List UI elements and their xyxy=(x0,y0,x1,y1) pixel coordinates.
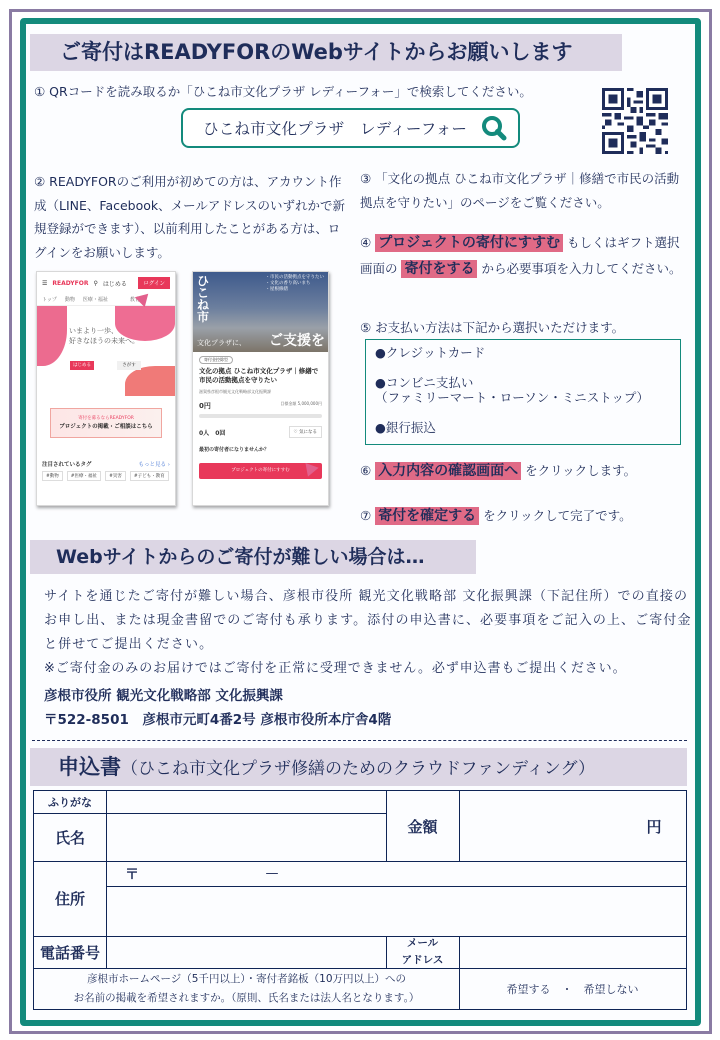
divider xyxy=(106,886,686,887)
email-label xyxy=(386,936,459,968)
project-title: 文化の拠点 ひこね市文化プラザ｜修繕で市民の活動拠点を守りたい xyxy=(199,367,319,384)
search-keyword-box xyxy=(181,108,520,148)
tag-chip: #医療・福祉 xyxy=(67,471,101,481)
hero-bullet: ・屋根修繕 xyxy=(265,287,288,292)
project-stats xyxy=(199,426,322,438)
alt-section-paragraph: サイトを通じたご寄付が難しい場合、彦根市役所 観光文化戦略部 文化振興課（下記住所）での直接のお申し出、または現金書留でのご寄付も承ります。添付の申込書に、必要事項をご記入の上、ご寄付金と併せてご提出ください。 xyxy=(44,589,692,652)
hero-search-button: さがす xyxy=(117,361,141,370)
step-7-suffix: をクリックして完了です。 xyxy=(479,508,632,523)
menu-icon: ☰ xyxy=(42,279,48,287)
amount-field[interactable] xyxy=(461,792,631,860)
search-icon: ⚲ xyxy=(93,279,98,287)
nav-medical: 医療・福祉 xyxy=(82,297,108,303)
search-icon xyxy=(480,114,508,142)
name-label: 氏名 xyxy=(54,828,85,847)
alt-section-body xyxy=(44,585,694,681)
publication-consent-question xyxy=(34,968,459,1009)
project-org: 滋賀県彦根市観光文化戦略部文化振興課 xyxy=(199,389,271,394)
hero-big-caption: ご支援を xyxy=(269,333,325,349)
page-title: ご寄付はREADYFORのWebサイトからお願いします xyxy=(30,34,622,71)
form-subtitle: （ひこね市文化プラザ修繕のためのクラウドファンディング） xyxy=(121,759,595,779)
decor-blob xyxy=(36,306,67,366)
divider xyxy=(459,791,460,861)
publication-consent-choice[interactable]: 希望する ・ 希望しない xyxy=(506,982,639,996)
name-field[interactable] xyxy=(108,815,384,860)
qr-code-icon[interactable] xyxy=(602,88,668,154)
login-button: ログイン xyxy=(138,277,170,289)
email-label-line2: アドレス xyxy=(401,954,444,966)
yen-label: 円 xyxy=(646,817,662,836)
application-form xyxy=(33,790,687,1010)
nav-education: 教育 xyxy=(129,297,140,303)
step-1-text: ① QRコードを読み取るか「ひこね市文化プラザ レディーフォー」で検索してください。 xyxy=(34,84,532,99)
step-6-prefix: ⑥ xyxy=(360,463,376,478)
proceed-donation-button: プロジェクトの寄付にすすむ xyxy=(199,463,322,479)
tags-header xyxy=(42,460,170,468)
payment-convenience-store-detail: （ファミリーマート・ローソン・ミニストップ） xyxy=(375,390,650,405)
progress-bar xyxy=(199,414,322,418)
step-4-prefix: ④ xyxy=(360,235,376,250)
supporters-count: 0人 xyxy=(199,429,210,437)
payment-methods-box xyxy=(365,339,681,445)
banner-line1: 寄付を募るならREADYFOR xyxy=(78,416,134,421)
alt-section-note: ※ご寄付金のみのお届けではご寄付を正常に受理できません。必ず申込書もご提出ください。 xyxy=(44,661,627,676)
highlight-donate: 寄付をする xyxy=(401,260,477,278)
favorite-button: ♡ 気になる xyxy=(289,426,322,438)
phone-header xyxy=(37,272,175,294)
step-4-suffix: から必要事項を入力してください。 xyxy=(477,261,682,276)
highlight-proceed-donation: プロジェクトの寄付にすすむ xyxy=(375,234,563,252)
form-title: 申込書 xyxy=(58,755,121,779)
nav-animals: 動物 xyxy=(64,297,75,303)
step-7-prefix: ⑦ xyxy=(360,508,376,523)
email-field[interactable] xyxy=(461,938,684,967)
step-3-text: ③ 「文化の拠点 ひこね市文化プラザ｜修繕で市民の活動拠点を守りたい」のページをご覧ください。 xyxy=(360,171,680,210)
address-field[interactable] xyxy=(108,888,684,935)
divider xyxy=(106,791,107,968)
first-donor-prompt: 最初の寄付者になりませんか？ xyxy=(199,447,270,453)
nav-top: トップ xyxy=(42,297,57,303)
step-2-text: ② READYFORのご利用が初めての方は、アカウント作成（LINE、Facebook、メールアドレスのいずれかで新規登録ができます）、以前利用したことがある方は、ログインをお願いします。 xyxy=(34,174,346,260)
step-4-middle: もしくはギフト選択画面の xyxy=(360,235,680,276)
hero-copy xyxy=(69,326,139,346)
project-amount: 0円 xyxy=(199,402,211,410)
postal-code-field[interactable] xyxy=(144,863,684,885)
step-6-text xyxy=(360,460,636,480)
contact-info xyxy=(44,684,391,732)
banner-line2: プロジェクトの掲載・ご相談はこちら xyxy=(59,424,153,430)
promo-banner xyxy=(50,408,162,438)
tag-chip: #子ども・教育 xyxy=(130,471,169,481)
decor-blob xyxy=(125,366,175,396)
step-4-text xyxy=(360,230,690,282)
office-address: 〒522-8501 彦根市元町4番2号 彦根市役所本庁舎4階 xyxy=(44,712,392,728)
payment-convenience-store: ●コンビニ支払い xyxy=(375,375,474,390)
donation-count: 0回 xyxy=(215,429,226,437)
payment-bank-transfer: ●銀行振込 xyxy=(375,420,436,435)
step-6-suffix: をクリックします。 xyxy=(521,463,637,478)
office-name: 彦根市役所 観光文化戦略部 文化振興課 xyxy=(44,688,283,704)
project-hero-image xyxy=(193,272,328,352)
postal-mark: 〒 xyxy=(125,866,139,883)
hero-copy-line2: 好きなほうの未来へ。 xyxy=(69,337,139,345)
hero-small-caption: 文化プラザに、 xyxy=(197,339,246,347)
phone-nav xyxy=(37,294,175,306)
highlight-confirm-screen: 入力内容の確認画面へ xyxy=(375,462,521,480)
hero-copy-line1: いまより一歩、 xyxy=(69,327,118,335)
cut-line-divider xyxy=(32,740,687,741)
phone-field[interactable] xyxy=(108,938,384,967)
project-amount-row xyxy=(199,401,322,411)
hero-start-button: はじめる xyxy=(70,361,94,370)
tags-title: 注目されているタグ xyxy=(42,462,92,468)
hero-bullet: ・文化の香り高いまち xyxy=(265,281,311,286)
postal-dash: — xyxy=(265,866,279,881)
hero-bullet: ・市民の活動拠点を守りたい xyxy=(265,275,324,280)
divider xyxy=(34,936,686,937)
hero xyxy=(37,306,175,396)
alt-section-title: Webサイトからのご寄付が難しい場合は… xyxy=(30,540,476,574)
readyfor-top-screenshot xyxy=(36,271,176,506)
project-page-screenshot xyxy=(192,271,329,506)
tag-chip: #動物 xyxy=(42,471,63,481)
email-label-line1: メール xyxy=(406,937,439,949)
step-7-text xyxy=(360,505,632,525)
tag-chip: #災害 xyxy=(105,471,126,481)
phone-label: 電話番号 xyxy=(39,943,100,962)
payment-credit-card: ●クレジットカード xyxy=(375,345,486,360)
hero-bullets xyxy=(266,275,325,293)
highlight-confirm-donation: 寄付を確定する xyxy=(375,507,479,525)
address-label: 住所 xyxy=(54,890,85,908)
start-link: はじめる xyxy=(102,280,127,288)
project-tag: 寄付金控除型 xyxy=(199,356,233,364)
form-title-bar xyxy=(30,748,687,786)
furigana-label: ふりがな xyxy=(48,796,92,809)
search-keyword: ひこね市文化プラザ レディーフォー xyxy=(203,120,468,138)
tags-more-link: もっと見る › xyxy=(138,462,170,468)
consent-line1: 彦根市ホームページ（5千円以上）・寄付者銘板（10万円以上）への xyxy=(86,972,407,985)
amount-label: 金額 xyxy=(407,817,438,836)
readyfor-logo: READYFOR xyxy=(52,279,89,287)
furigana-field[interactable] xyxy=(108,792,384,812)
project-goal: 目標金額 5,000,000円 xyxy=(280,401,322,406)
tag-list xyxy=(37,471,175,481)
step-5-text: ⑤ お支払い方法は下記から選択いただけます。 xyxy=(360,320,625,335)
hero-vertical-title: ひこね市 xyxy=(197,274,210,324)
consent-line2: お名前の掲載を希望されますか。（原則、氏名または法人名となります。） xyxy=(73,991,420,1004)
